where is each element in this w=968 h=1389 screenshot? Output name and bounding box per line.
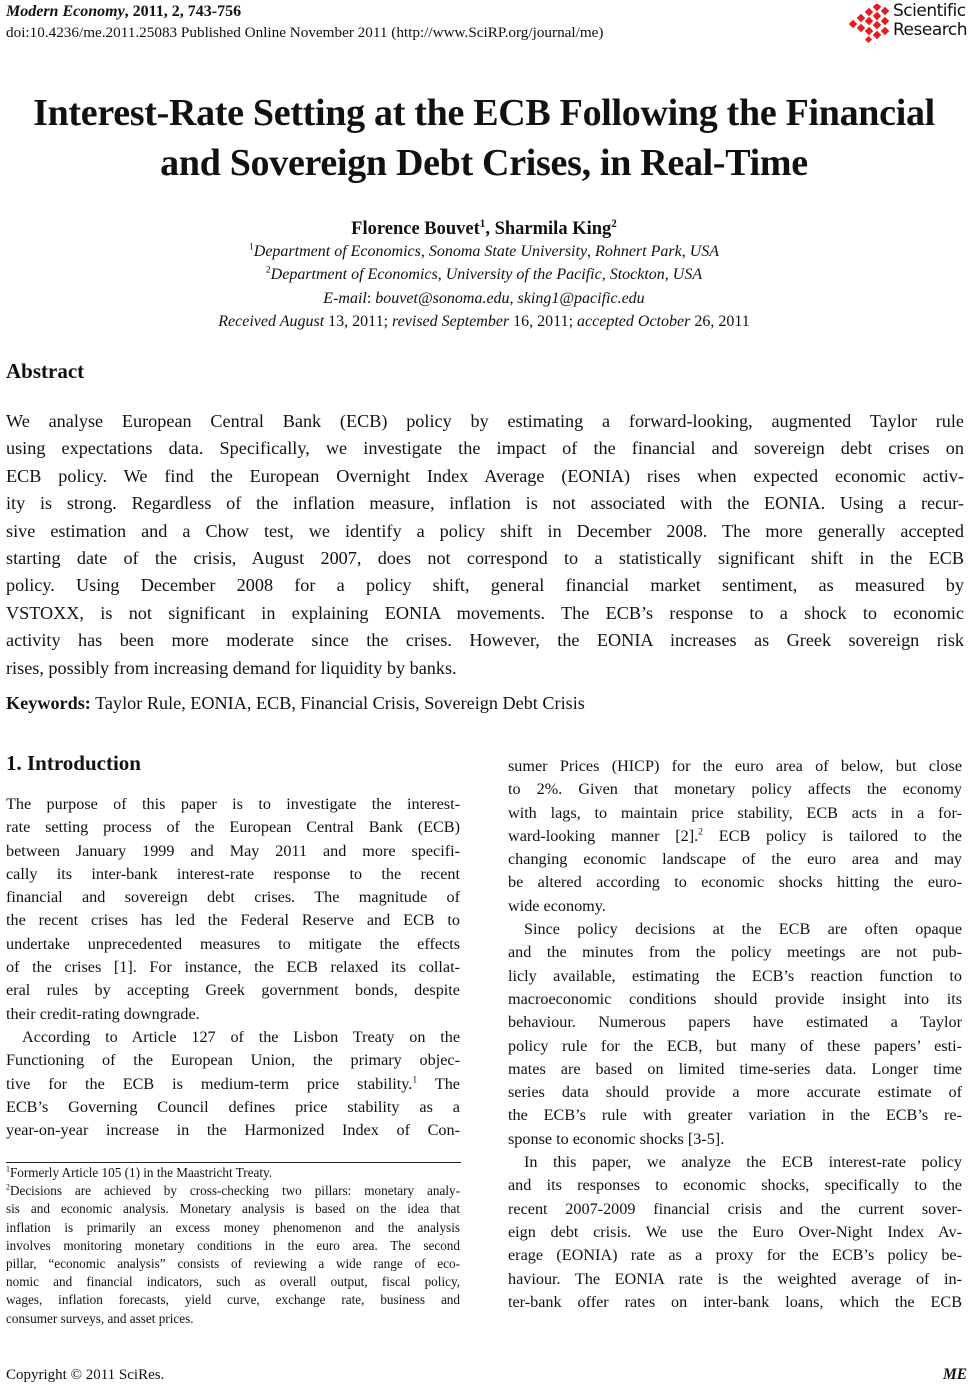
text-line: rate setting process of the European Central Bank (ECB): [6, 818, 460, 837]
text-line: be altered according to economic shocks hitting the euro-: [508, 873, 962, 892]
journal-citation: [6, 2, 241, 22]
publisher-logo-text: [893, 2, 967, 40]
affiliation-marker: 1: [248, 241, 254, 253]
author-affiliation-marker: 1: [479, 217, 486, 230]
keywords-list: Taylor Rule, EONIA, ECB, Financial Crisis, Sovereign Debt Crisis: [90, 693, 585, 713]
text-line: wide economy.: [508, 896, 606, 915]
abstract-heading: Abstract: [6, 359, 85, 383]
text-line: of the crises [1]. For instance, the ECB relaxed its collat-: [6, 958, 460, 977]
footnote-text: Formerly Article 105 (1) in the Maastricht Treaty.: [9, 1165, 273, 1180]
text-line: series data should provide a more accurate estimate of: [508, 1083, 962, 1102]
email-label: E-mail: [323, 290, 367, 307]
text-line-part: ECB policy is tailored to the: [703, 826, 962, 845]
text-line: between January 1999 and May 2011 and more specifi-: [6, 841, 460, 860]
journal-name: Modern Economy: [6, 3, 125, 20]
text-line: haviour. The EONIA rate is the weighted average of in-: [508, 1269, 962, 1288]
intro-paragraph-2: [6, 1026, 460, 1142]
text-line: the recent crises has led the Federal Reserve and ECB to: [6, 911, 460, 930]
text-line-part: tive for the ECB is medium-term price stability.: [6, 1074, 413, 1093]
affiliation-city: Rohnert Park: [595, 243, 682, 260]
text-line: macroeconomic conditions should provide insight into its: [508, 989, 962, 1008]
title-line-1: Interest-Rate Setting at the ECB Following the Financial: [33, 92, 935, 134]
footnote-1: [6, 1164, 460, 1182]
author-list: Florence Bouvet$^1$, Sharmila King$^2$: [351, 217, 617, 239]
text-line: The purpose of this paper is to investigate the interest-: [6, 795, 460, 813]
affiliation-country: USA: [672, 266, 703, 283]
email-addresses[interactable]: bouvet@sonoma.edu, sking1@pacific.edu: [375, 290, 645, 307]
affiliation-university: Sonoma State University: [428, 243, 588, 260]
intro-paragraph-2-continued: [508, 755, 962, 918]
affiliation-city: Stockton: [609, 266, 665, 283]
text-line: and its responses to economic shocks, specifically to the: [508, 1176, 962, 1195]
footnote-ref-2[interactable]: 2: [698, 826, 704, 838]
footnote-text: Decisions are achieved by cross-checking two pillars: monetary analy-: [9, 1183, 460, 1199]
abstract-line: using expectations data. Specifically, we investigate the impact of the financial and sovereign debt crises on: [6, 438, 964, 459]
abstract-body: [6, 408, 964, 682]
text-line: ECB’s Governing Council defines price stability as a: [6, 1097, 460, 1116]
affiliation-university: University of the Pacific: [445, 266, 602, 283]
footnote-line: pillar, “economic analysis” consists of reviewing a wide range of eco-: [6, 1256, 460, 1272]
abstract-line: ECB policy. We find the European Overnight Index Average (EONIA) rises when expected economic activ-: [6, 465, 964, 486]
text-line: and the minutes from the policy meetings are not pub-: [508, 943, 962, 962]
text-line-with-footnote: [508, 825, 962, 848]
journal-abbreviation: ME: [943, 1366, 968, 1383]
author-emails: E-mail: bouvet@sonoma.edu, sking1@pacific.edu: [323, 290, 645, 307]
received-date: 13, 2011;: [328, 313, 389, 330]
left-column: [6, 793, 460, 1142]
footnote-marker: 2: [6, 1182, 10, 1192]
text-line: cally its inter-bank interest-rate response to the recent: [6, 864, 460, 883]
footnote-line: inflation is primarily an excess money phenomenon and the analysis: [6, 1219, 460, 1235]
abstract-line: ity is strong. Regardless of the inflation measure, inflation is not associated with the EONIA. Using a recur-: [6, 493, 964, 514]
text-line: their credit-rating downgrade.: [6, 1004, 200, 1023]
abstract-line: starting date of the crisis, August 2007, does not correspond to a statistically significant shift in the ECB: [6, 548, 964, 569]
affiliation-country: USA: [689, 243, 720, 260]
text-line: changing economic landscape of the euro area and may: [508, 850, 962, 869]
text-line: Since policy decisions at the ECB are often opaque: [524, 920, 962, 939]
affiliation-2: $^2$Department of Economics, University of the Pacific, Stockton, USA: [265, 264, 703, 283]
affiliation-dept: Department of Economics: [253, 243, 421, 260]
affiliation-marker: 2: [265, 264, 271, 276]
accepted-label: accepted October: [577, 313, 691, 330]
text-line-part: The: [417, 1074, 460, 1093]
abstract-line: rises, possibly from increasing demand for liquidity by banks.: [6, 657, 457, 678]
intro-paragraph-1: [6, 793, 460, 1026]
submission-dates: [0, 311, 968, 333]
footnote-marker: 1: [6, 1164, 10, 1174]
footnote-line: nomic and financial indicators, such as overall output, fiscal policy,: [6, 1274, 460, 1290]
footnote-line: sis and economic analysis. Monetary analysis is based on the idea that: [6, 1201, 460, 1217]
text-line-with-footnote: [6, 1073, 460, 1096]
abstract-line: VSTOXX, is not significant in explaining EONIA movements. The ECB’s response to a shock to economic: [6, 602, 964, 623]
text-line: ter-bank offer rates on inter-bank loans, which the ECB: [508, 1292, 962, 1311]
text-line: policy rule for the ECB, but many of these papers’ esti-: [508, 1036, 962, 1055]
section-heading-introduction: 1. Introduction: [6, 751, 141, 775]
text-line: sumer Prices (HICP) for the euro area of below, but close: [508, 757, 962, 775]
received-label: Received August: [218, 313, 325, 330]
text-line: year-on-year increase in the Harmonized Index of Con-: [6, 1121, 460, 1140]
footnote-line: [6, 1182, 460, 1200]
text-line: behaviour. Numerous papers have estimated a Taylor: [508, 1013, 962, 1032]
footnote-2: [6, 1182, 460, 1328]
right-column: [508, 755, 962, 1314]
diamond-cluster-logo-icon: [848, 4, 892, 44]
text-line: eign debt crisis. We use the Euro Over-Night Index Av-: [508, 1222, 962, 1241]
footnote-line: consumer surveys, and asset prices.: [6, 1310, 194, 1326]
intro-paragraph-3: [508, 918, 962, 1151]
text-line-part: ward-looking manner [2].: [508, 826, 699, 845]
paper-title: [0, 88, 968, 188]
text-line: recent 2007-2009 financial crisis and the current sover-: [508, 1199, 962, 1218]
text-line: the ECB’s rule with greater variation in the ECB’s re-: [508, 1106, 962, 1125]
logo-text-line2: Research: [893, 20, 967, 40]
accepted-date: 26, 2011: [694, 313, 750, 330]
footnote-line: wages, inflation forecasts, yield curve, exchange rate, business and: [6, 1292, 460, 1308]
text-line: licly available, estimating the ECB’s reaction function to: [508, 966, 962, 985]
keywords-label: Keywords:: [6, 693, 91, 713]
abstract-line: activity has been more moderate since the crises. However, the EONIA increases as Greek sovereign risk: [6, 630, 964, 651]
intro-paragraph-4: [508, 1151, 962, 1314]
author-name: Sharmila King: [494, 219, 612, 239]
text-line: According to Article 127 of the Lisbon Treaty on the: [22, 1027, 460, 1046]
text-line: mates are based on limited time-series data. Longer time: [508, 1059, 962, 1078]
text-line: Functioning of the European Union, the primary objec-: [6, 1051, 460, 1070]
text-line: In this paper, we analyze the ECB interest-rate policy: [524, 1153, 962, 1172]
journal-volume-pages: , 2011, 2, 743-756: [124, 3, 242, 20]
revised-date: 16, 2011;: [513, 313, 574, 330]
text-line: erage (EONIA) rate as a proxy for the ECB’s policy be-: [508, 1246, 962, 1265]
footnotes: [6, 1164, 460, 1328]
footnote-ref-1[interactable]: 1: [412, 1074, 418, 1086]
footnote-separator: [6, 1162, 461, 1163]
abstract-line: We analyse European Central Bank (ECB) policy by estimating a forward-looking, augmented Taylor rule: [6, 411, 964, 431]
publisher-logo: [848, 2, 968, 46]
affiliation-1: $^1$Department of Economics, Sonoma State University, Rohnert Park, USA: [248, 241, 720, 260]
text-line: financial and sovereign debt crises. The magnitude of: [6, 888, 460, 907]
text-line: eral rules by accepting Greek government bonds, despite: [6, 981, 460, 1000]
text-line: with lags, to maintain price stability, ECB acts in a for-: [508, 803, 962, 822]
copyright-notice: Copyright © 2011 SciRes.: [6, 1367, 165, 1383]
footnote-line: [6, 1164, 460, 1182]
affiliation-dept: Department of Economics: [270, 266, 438, 283]
author-name: Florence Bouvet: [351, 219, 480, 239]
abstract-line: policy. Using December 2008 for a policy shift, general financial market sentiment, as measured by: [6, 575, 964, 596]
text-line: to 2%. Given that monetary policy affects the economy: [508, 780, 962, 799]
text-line: sponse to economic shocks [3-5].: [508, 1129, 725, 1148]
abstract-line: sive estimation and a Chow test, we identify a policy shift in December 2008. The more generally accepted: [6, 520, 964, 541]
author-affiliation-marker: 2: [611, 217, 617, 230]
title-line-2: and Sovereign Debt Crises, in Real-Time: [160, 142, 808, 184]
revised-label: revised September: [392, 313, 510, 330]
logo-text-line1: Scientific: [893, 1, 966, 21]
keywords: [6, 690, 585, 716]
text-line: undertake unprecedented measures to mitigate the effects: [6, 934, 460, 953]
doi-line: doi:10.4236/me.2011.25083 Published Online November 2011 (http://www.SciRP.org/journal/me): [6, 24, 604, 41]
footnote-line: involves monitoring monetary conditions in the euro area. The second: [6, 1237, 460, 1253]
